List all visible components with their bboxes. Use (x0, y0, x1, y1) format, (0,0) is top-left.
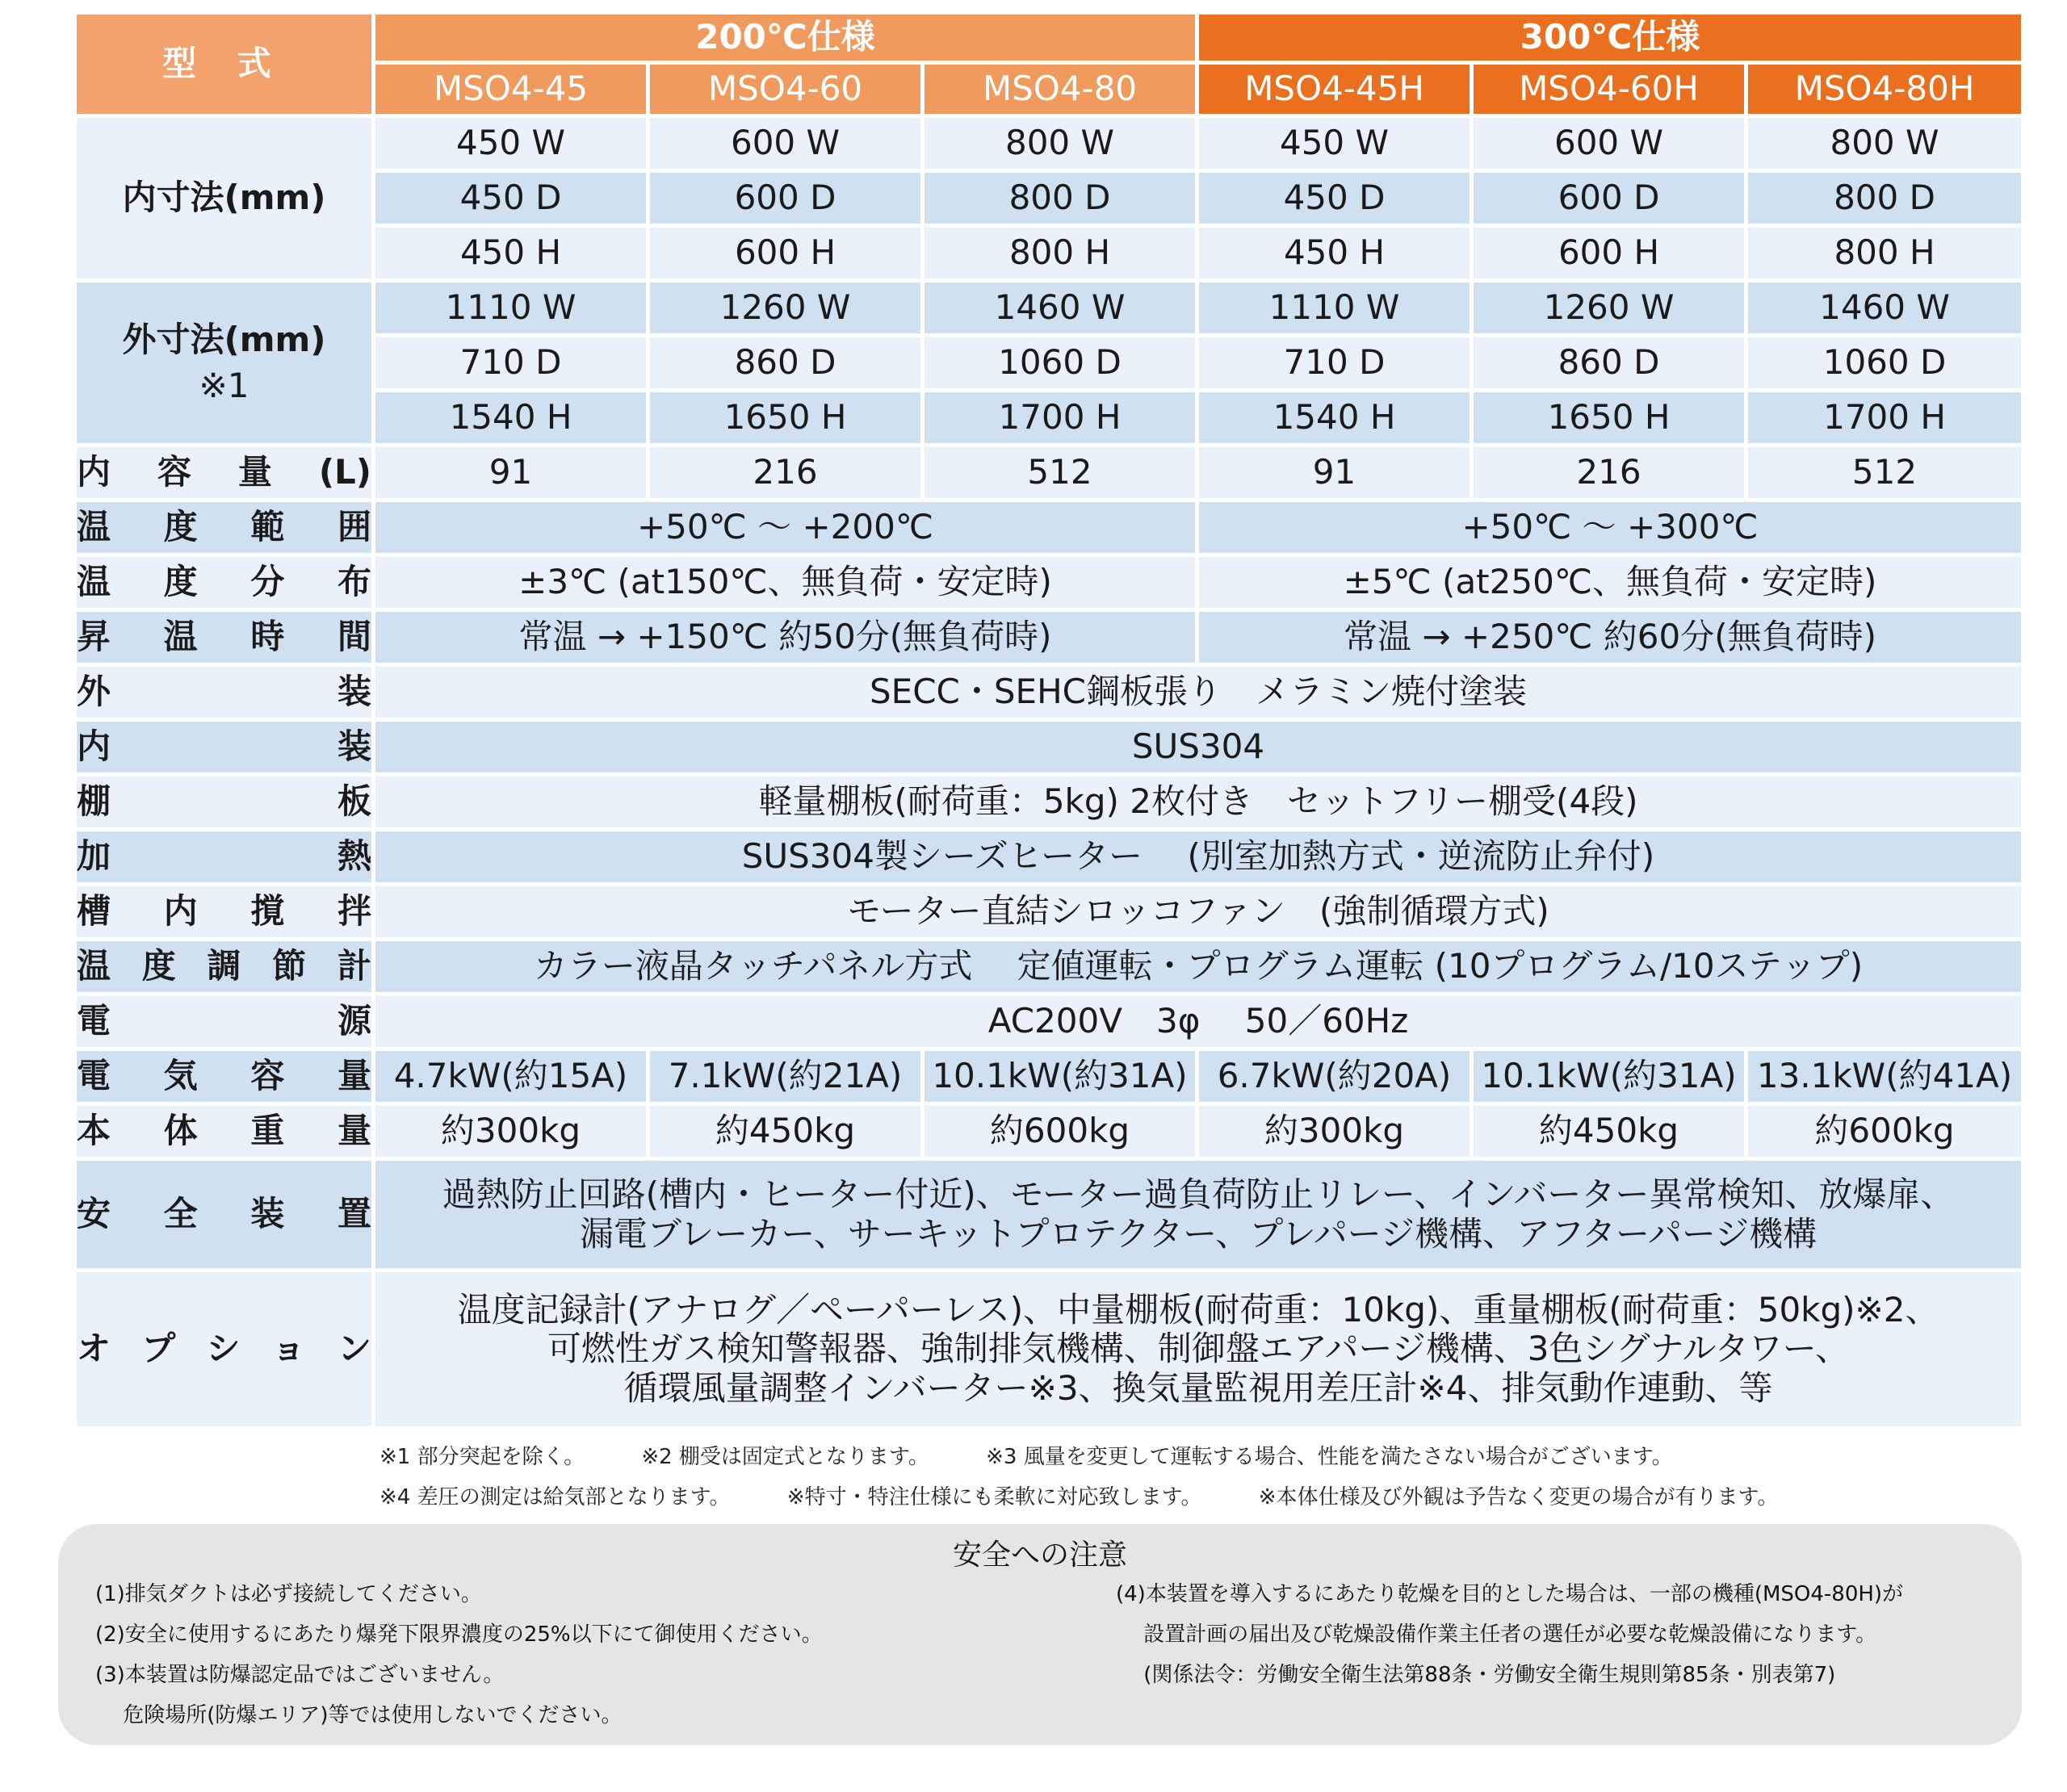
table-cell: 860 D (650, 337, 924, 392)
table-cell: 1700 H (1748, 392, 2021, 447)
table-cell: 約600kg (924, 1106, 1199, 1161)
footnote-row (379, 1477, 1828, 1518)
shelf-label: 棚板 (77, 777, 375, 831)
heat-time-label: 昇温時間 (77, 612, 375, 667)
options-cell (375, 1272, 2021, 1430)
table-cell: 軽量棚板(耐荷重：5kg) 2枚付き セットフリー棚受(4段) (375, 777, 2021, 831)
table-cell: モーター直結シロッコファン (強制循環方式) (375, 886, 2021, 941)
table-cell: 600 H (650, 228, 924, 283)
capacity-label: 内 容 量 (L) (77, 447, 375, 502)
table-cell: 800 W (924, 118, 1199, 173)
table-cell: カラー液晶タッチパネル方式 定値運転・プログラム運転 (10プログラム/10ステップ) (375, 941, 2021, 996)
safety-cell (375, 1161, 2021, 1272)
footnote: ※本体仕様及び外観は予告なく変更の場合が有ります。 (1258, 1485, 1779, 1509)
model-name: MSO4-80H (1748, 65, 2021, 118)
heating-row (77, 831, 2021, 886)
footnote: ※3 風量を変更して運転する場合、性能を満たさない場合がございます。 (986, 1445, 1673, 1469)
model-name: MSO4-80 (924, 65, 1199, 118)
table-cell: 450 W (1199, 118, 1474, 173)
notice-right-column (1116, 1574, 1903, 1695)
stirring-row (77, 886, 2021, 941)
table-cell: SUS304製シーズヒーター (別室加熱方式・逆流防止弁付) (375, 831, 2021, 886)
header-group-row (77, 15, 2021, 65)
table-cell: 1110 W (1199, 283, 1474, 337)
table-cell: SUS304 (375, 722, 2021, 777)
temp-range-row (77, 502, 2021, 557)
table-cell: 1460 W (924, 283, 1199, 337)
table-cell: 約300kg (375, 1106, 650, 1161)
table-cell: 800 H (924, 228, 1199, 283)
options-row (77, 1272, 2021, 1430)
table-cell: 860 D (1474, 337, 1748, 392)
heat-time-row (77, 612, 2021, 667)
table-cell: ±3℃ (at150℃、無負荷・安定時) (375, 557, 1199, 612)
table-cell: 450 D (375, 173, 650, 228)
power-row (77, 996, 2021, 1051)
power-label: 電源 (77, 996, 375, 1051)
model-name: MSO4-45 (375, 65, 650, 118)
outer-dims-label (77, 283, 375, 447)
temp-dist-label: 温度分布 (77, 557, 375, 612)
safety-notice-box (58, 1524, 2022, 1745)
options-line: 可燃性ガス検知警報器、強制排気機構、制御盤エアパージ機構、3色シグナルタワー、 (547, 1329, 1850, 1369)
model-name: MSO4-60H (1474, 65, 1748, 118)
weight-label: 本体重量 (77, 1106, 375, 1161)
footnote: ※4 差圧の測定は給気部となります。 (379, 1485, 731, 1509)
table-cell: 1650 H (1474, 392, 1748, 447)
table-cell: +50℃ ～ +300℃ (1199, 502, 2021, 557)
notice-item: (関係法令：労働安全衛生法第88条・労働安全衛生規則第85条・別表第7) (1116, 1663, 1836, 1687)
footnote: ※1 部分突起を除く。 (379, 1445, 585, 1469)
safety-line: 過熱防止回路(槽内・ヒーター付近)、モーター過負荷防止リレー、インバーター異常検知、放爆扉、 (442, 1174, 1955, 1215)
table-cell: 6.7kW(約20A) (1199, 1051, 1474, 1106)
notice-item: (1)排気ダクトは必ず接続してください。 (95, 1582, 482, 1606)
table-cell: 600 W (650, 118, 924, 173)
table-cell: 512 (1748, 447, 2021, 502)
notice-title: 安全への注意 (952, 1539, 1127, 1572)
table-cell: 常温 → +250℃ 約60分(無負荷時) (1199, 612, 2021, 667)
outer-dims-row-w (77, 283, 2021, 337)
table-cell: 1540 H (1199, 392, 1474, 447)
outer-dims-label-text: 外寸法(mm) (122, 320, 326, 360)
options-label: オプション (77, 1272, 375, 1430)
heating-label: 加熱 (77, 831, 375, 886)
table-cell: 1700 H (924, 392, 1199, 447)
safety-row (77, 1161, 2021, 1272)
table-cell: 1650 H (650, 392, 924, 447)
footnote-row (379, 1437, 1828, 1477)
outer-dims-note: ※1 (199, 365, 249, 405)
table-cell: 1060 D (924, 337, 1199, 392)
inner-dims-row-w (77, 118, 2021, 173)
table-cell: 1540 H (375, 392, 650, 447)
safety-line: 漏電ブレーカー、サーキットプロテクター、プレパージ機構、アフターパージ機構 (579, 1213, 1818, 1254)
table-cell: 常温 → +150℃ 約50分(無負荷時) (375, 612, 1199, 667)
table-cell: SECC・SEHC鋼板張り メラミン焼付塗装 (375, 667, 2021, 722)
table-cell: 91 (1199, 447, 1474, 502)
notice-item: 設置計画の届出及び乾燥設備作業主任者の選任が必要な乾燥設備になります。 (1116, 1622, 1877, 1647)
options-line: 循環風量調整インバーター※3、換気量監視用差圧計※4、排気動作連動、等 (623, 1367, 1773, 1408)
table-cell: 800 W (1748, 118, 2021, 173)
table-cell: 600 D (650, 173, 924, 228)
weight-row (77, 1106, 2021, 1161)
table-cell: 710 D (375, 337, 650, 392)
interior-label: 内装 (77, 722, 375, 777)
table-cell: 450 D (1199, 173, 1474, 228)
shelf-row (77, 777, 2021, 831)
table-cell: 1260 W (1474, 283, 1748, 337)
table-cell: 600 H (1474, 228, 1748, 283)
notice-item: (4)本装置を導入するにあたり乾燥を目的とした場合は、一部の機種(MSO4-80H)が (1116, 1582, 1904, 1606)
model-name: MSO4-60 (650, 65, 924, 118)
table-cell: 216 (650, 447, 924, 502)
notice-item: 危険場所(防爆エリア)等では使用しないでください。 (95, 1703, 623, 1727)
table-cell: 600 D (1474, 173, 1748, 228)
table-cell: 800 D (924, 173, 1199, 228)
table-cell: 4.7kW(約15A) (375, 1051, 650, 1106)
exterior-row (77, 667, 2021, 722)
notice-left-column (95, 1574, 823, 1735)
table-cell: 10.1kW(約31A) (1474, 1051, 1748, 1106)
exterior-label: 外装 (77, 667, 375, 722)
table-cell: 約450kg (650, 1106, 924, 1161)
elec-capacity-row (77, 1051, 2021, 1106)
table-cell: 約600kg (1748, 1106, 2021, 1161)
table-cell: 512 (924, 447, 1199, 502)
table-cell: 216 (1474, 447, 1748, 502)
table-cell: 450 H (1199, 228, 1474, 283)
group-300-header: 300℃仕様 (1199, 15, 2021, 65)
safety-label: 安全装置 (77, 1161, 375, 1272)
temp-range-label: 温度範囲 (77, 502, 375, 557)
table-cell: 91 (375, 447, 650, 502)
table-cell: 600 W (1474, 118, 1748, 173)
table-cell: AC200V 3φ 50／60Hz (375, 996, 2021, 1051)
controller-label: 温度調節計 (77, 941, 375, 996)
model-name: MSO4-45H (1199, 65, 1474, 118)
controller-row (77, 941, 2021, 996)
stirring-label: 槽内撹拌 (77, 886, 375, 941)
elec-capacity-label: 電気容量 (77, 1051, 375, 1106)
table-cell: 710 D (1199, 337, 1474, 392)
table-cell: 450 W (375, 118, 650, 173)
footnote: ※特寸・特注仕様にも柔軟に対応致します。 (786, 1485, 1202, 1509)
table-cell: 1060 D (1748, 337, 2021, 392)
options-line: 温度記録計(アナログ／ペーパーレス)、中量棚板(耐荷重：10kg)、重量棚板(耐荷重：50kg)※2、 (457, 1290, 1939, 1330)
table-cell: 約300kg (1199, 1106, 1474, 1161)
table-cell: 10.1kW(約31A) (924, 1051, 1199, 1106)
inner-dims-label: 内寸法(mm) (77, 118, 375, 283)
table-cell: +50℃ ～ +200℃ (375, 502, 1199, 557)
capacity-row (77, 447, 2021, 502)
table-cell: 1260 W (650, 283, 924, 337)
model-label: 型 式 (77, 15, 375, 118)
table-cell: 1460 W (1748, 283, 2021, 337)
footnotes (379, 1437, 1828, 1518)
table-cell: 13.1kW(約41A) (1748, 1051, 2021, 1106)
spec-table (77, 15, 2021, 1430)
group-200-header: 200℃仕様 (375, 15, 1199, 65)
interior-row (77, 722, 2021, 777)
table-cell: 約450kg (1474, 1106, 1748, 1161)
temp-dist-row (77, 557, 2021, 612)
notice-item: (3)本装置は防爆認定品ではございません。 (95, 1663, 505, 1687)
table-cell: 450 H (375, 228, 650, 283)
table-cell: 1110 W (375, 283, 650, 337)
table-cell: 800 D (1748, 173, 2021, 228)
notice-item: (2)安全に使用するにあたり爆発下限界濃度の25%以下にて御使用ください。 (95, 1622, 823, 1647)
footnote: ※2 棚受は固定式となります。 (641, 1445, 929, 1469)
table-cell: 7.1kW(約21A) (650, 1051, 924, 1106)
table-cell: 800 H (1748, 228, 2021, 283)
table-cell: ±5℃ (at250℃、無負荷・安定時) (1199, 557, 2021, 612)
